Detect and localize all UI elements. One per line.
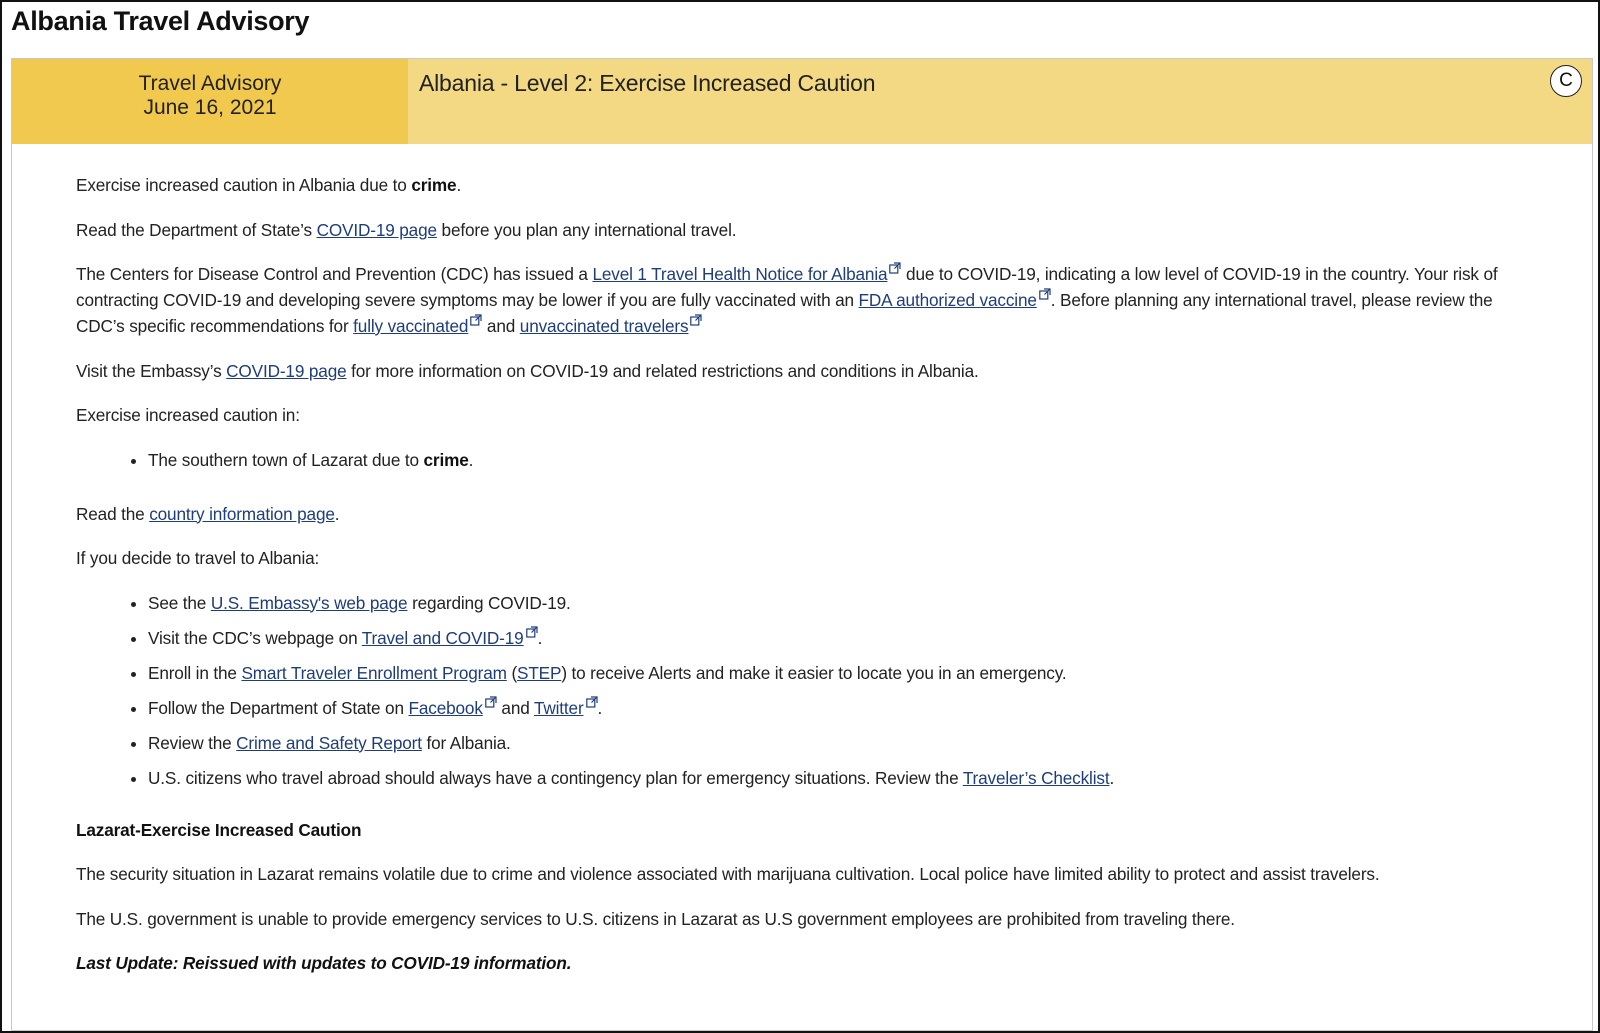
- lazarat-subheading: Lazarat-Exercise Increased Caution: [76, 819, 362, 840]
- external-link-icon: [889, 262, 901, 274]
- advisory-date-panel: [12, 59, 408, 144]
- paragraph-caution-in: Exercise increased caution in:: [76, 405, 300, 425]
- travel-tips-list: [76, 590, 1516, 791]
- crime-and-safety-report-link[interactable]: Crime and Safety Report: [236, 732, 422, 753]
- facebook-link[interactable]: Facebook: [408, 697, 483, 718]
- list-item: • Review the Crime and Safety Report for Albania.: [148, 730, 1516, 756]
- step-link[interactable]: STEP: [517, 662, 562, 683]
- list-item: • Visit the CDC’s webpage on Travel and COVID-19 .: [148, 625, 1516, 651]
- paragraph-lazarat-services: The U.S. government is unable to provide emergency services to U.S. citizens in Lazarat as U.S government employees are prohibited from traveling there.: [76, 908, 1235, 929]
- list-item: • See the U.S. Embassy's web page regarding COVID-19.: [148, 590, 1516, 616]
- embassy-covid-page-link[interactable]: COVID-19 page: [226, 360, 347, 381]
- advisory-level-title: Albania - Level 2: Exercise Increased Caution: [419, 70, 876, 96]
- advisory-date: June 16, 2021: [143, 96, 277, 119]
- paragraph-crime: Exercise increased caution in Albania due to crime.: [76, 175, 462, 195]
- page-title: Albania Travel Advisory: [11, 6, 310, 36]
- covid-page-link[interactable]: COVID-19 page: [316, 219, 437, 240]
- us-embassy-web-page-link[interactable]: U.S. Embassy's web page: [210, 592, 408, 613]
- list-item: • U.S. citizens who travel abroad should always have a contingency plan for emergency situations. Review the Traveler’s Checklist.: [148, 765, 1516, 791]
- external-link-icon: [485, 696, 497, 708]
- external-link-icon: [690, 314, 702, 326]
- country-information-link[interactable]: country information page: [149, 503, 335, 524]
- advisory-label: Travel Advisory: [138, 72, 282, 95]
- paragraph-embassy-covid: Visit the Embassy’s COVID-19 page for more information on COVID-19 and related restrictions and conditions in Albania.: [76, 360, 979, 381]
- list-item: • Follow the Department of State on Facebook and Twitter .: [148, 695, 1516, 721]
- unvaccinated-travelers-link[interactable]: unvaccinated travelers: [519, 316, 689, 336]
- advisory-banner: [12, 59, 1592, 144]
- paragraph-if-you-decide: If you decide to travel to Albania:: [76, 548, 320, 568]
- paragraph-cdc: The Centers for Disease Control and Prevention (CDC) has issued a Level 1 Travel Health Notice for Albania due to COVID-19, indicating a low level of COVID-19 in the country. Your risk of contracting COVID-19 and developing severe symptoms may be lower if you are fully vaccinated with an FDA authorized vaccine . Before planning any international travel, please review the CDC’s specific recommendations for fully vaccinated and unvaccinated travelers: [76, 264, 1498, 336]
- paragraph-covid-page: Read the Department of State’s COVID-19 page before you plan any international travel.: [76, 219, 737, 240]
- last-update: Last Update: Reissued with updates to COVID-19 information.: [76, 953, 572, 973]
- close-button[interactable]: C: [1550, 65, 1582, 97]
- external-link-icon: [1039, 288, 1051, 300]
- caution-area-list: [76, 447, 1516, 473]
- paragraph-lazarat-security: The security situation in Lazarat remains volatile due to crime and violence associated with marijuana cultivation. Local police have limited ability to protect and assist travelers.: [76, 864, 1380, 884]
- list-item: • The southern town of Lazarat due to crime.: [148, 447, 1516, 473]
- advisory-card: [11, 58, 1593, 1031]
- travel-and-covid-link[interactable]: Travel and COVID-19: [361, 627, 524, 648]
- external-link-icon: [586, 696, 598, 708]
- twitter-link[interactable]: Twitter: [533, 697, 584, 718]
- advisory-content: [76, 172, 1516, 995]
- list-item: • Enroll in the Smart Traveler Enrollment Program (STEP) to receive Alerts and make it easier to locate you in an emergency.: [148, 660, 1516, 686]
- cdc-travel-health-notice-link[interactable]: Level 1 Travel Health Notice for Albania: [592, 264, 888, 284]
- external-link-icon: [470, 314, 482, 326]
- external-link-icon: [526, 626, 538, 638]
- paragraph-country-info: Read the country information page.: [76, 503, 340, 524]
- smart-traveler-enrollment-link[interactable]: Smart Traveler Enrollment Program: [241, 662, 507, 683]
- travelers-checklist-link[interactable]: Traveler’s Checklist: [962, 767, 1110, 788]
- fully-vaccinated-link[interactable]: fully vaccinated: [353, 316, 469, 336]
- fda-authorized-vaccine-link[interactable]: FDA authorized vaccine: [858, 290, 1037, 310]
